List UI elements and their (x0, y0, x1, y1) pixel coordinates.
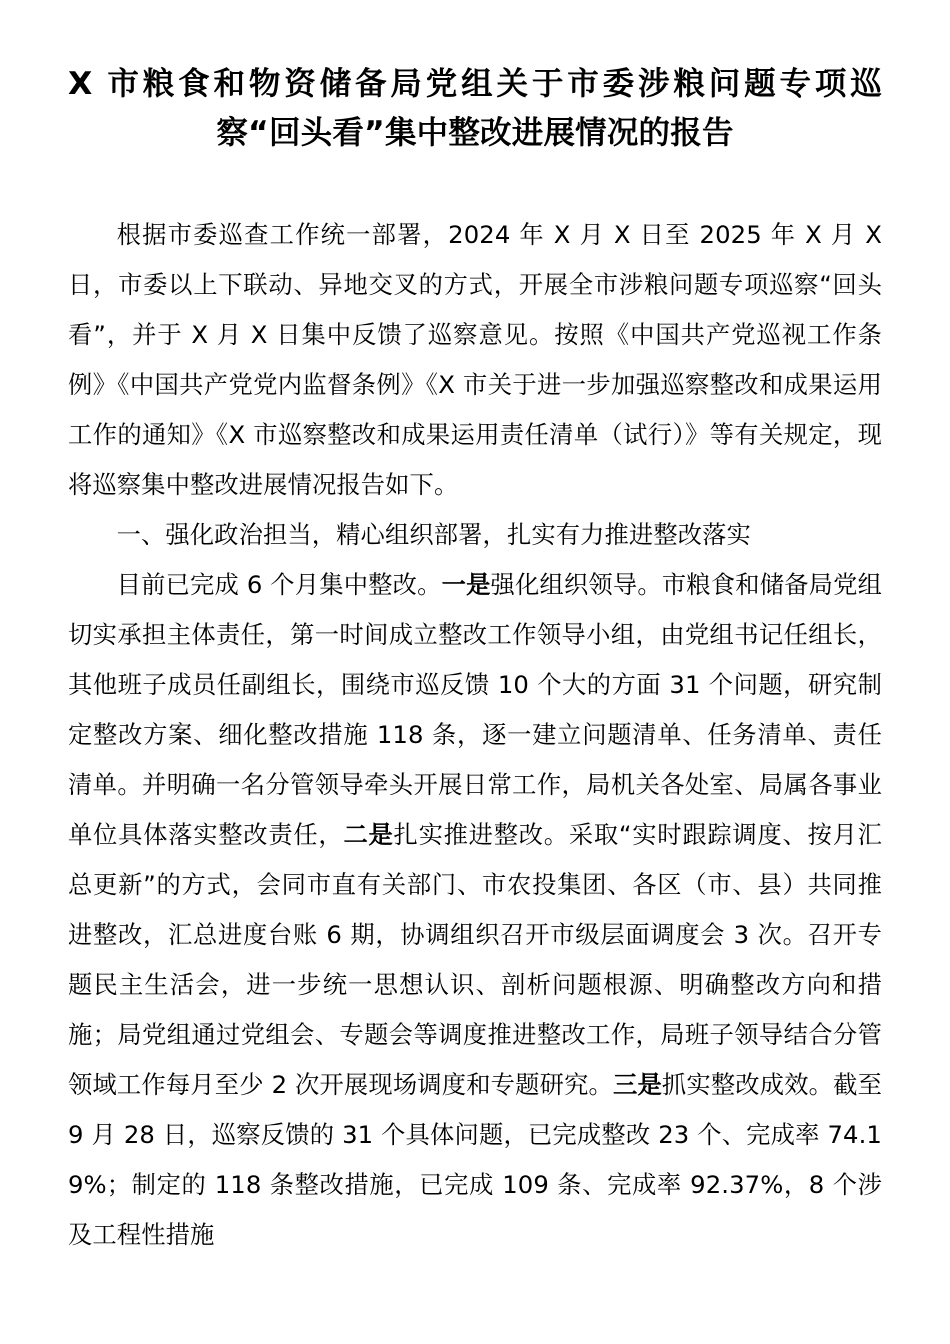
page-title-line-2: 察“回头看”集中整改进展情况的报告 (216, 115, 734, 151)
section-body-one (68, 560, 882, 1260)
text-run: 一、强化政治担当，精心组织部署，扎实有力推进整改落实 (116, 520, 751, 549)
emphasis-marker: 二是 (343, 820, 394, 849)
page-title (68, 0, 882, 158)
text-run: 根据市委巡查工作统一部署，2024 年 X 月 X 日至 2025 年 X 月 X 日，市委以上下联动、异地交叉的方式，开展全市涉粮问题专项巡察“回头看”，并于 X 月 X 日集中反馈了巡察意见。按照《中国共产党巡视工作条例》《中国共产党党内监督条例》《X 市关于进一步加强巡察整改和成果运用工作的通知》《X 市巡察整改和成果运用责任清单（试行）》等有关规定，现将巡察集中整改进展情况报告如下。 (68, 220, 882, 499)
text-run: 抓实整改成效。截至 9 月 28 日，巡察反馈的 31 个具体问题，已完成整改 23 个、完成率 74.19%；制定的 118 条整改措施，已完成 109 条、完成率 92.37%，8 个涉及工程性措施 (68, 1070, 882, 1249)
document-body (68, 0, 882, 1260)
page-title-line-1: X 市粮食和物资储备局党组关于市委涉粮问题专项巡 (68, 66, 882, 102)
text-run: 扎实推进整改。采取“实时跟踪调度、按月汇总更新”的方式，会同市直有关部门、市农投集团、各区（市、县）共同推进整改，汇总进度台账 6 期，协调组织召开市级层面调度会 3 次。召开专题民主生活会，进一步统一思想认识、剖析问题根源、明确整改方向和措施；局党组通过党组会、专题会等调度推进整改工作，局班子领导结合分管领域工作每月至少 2 次开展现场调度和专题研究。 (68, 820, 883, 1099)
document-paragraphs (68, 210, 882, 1260)
text-run: 强化组织领导。市粮食和储备局党组切实承担主体责任，第一时间成立整改工作领导小组，由党组书记任组长，其他班子成员任副组长，围绕市巡反馈 10 个大的方面 31 个问题，研究制定整改方案、细化整改措施 118 条，逐一建立问题清单、任务清单、责任清单。并明确一名分管领导牵头开展日常工作，局机关各处室、局属各事业单位具体落实整改责任， (68, 570, 882, 849)
section-heading-one (68, 510, 882, 560)
emphasis-marker: 一是 (441, 570, 491, 599)
text-run: 目前已完成 6 个月集中整改。 (116, 570, 442, 599)
paragraph-intro (68, 210, 882, 510)
emphasis-marker: 三是 (613, 1070, 662, 1099)
